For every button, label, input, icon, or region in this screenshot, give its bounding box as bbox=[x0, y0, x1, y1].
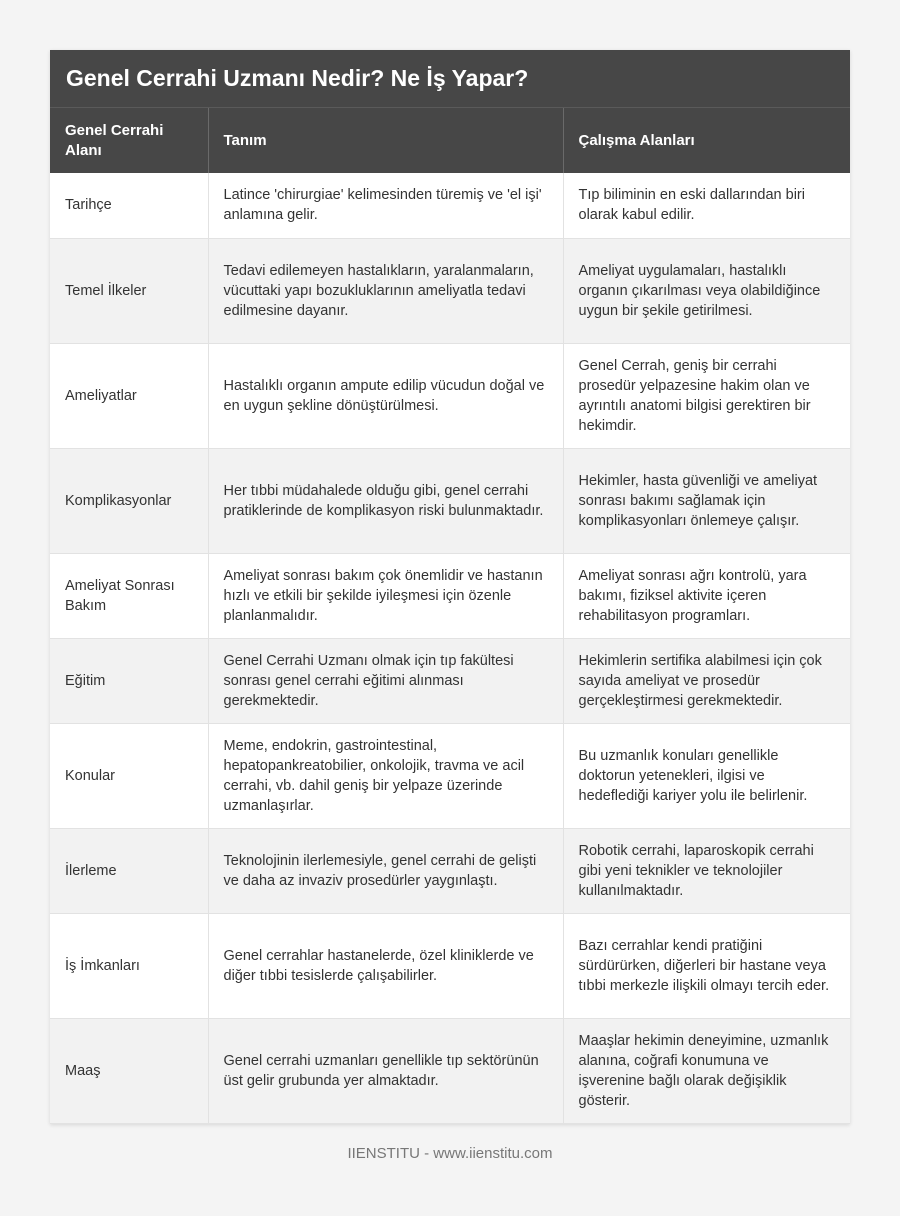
table-row bbox=[50, 238, 850, 343]
table-row bbox=[50, 913, 850, 1018]
header-cell-definition: Tanım bbox=[208, 108, 563, 173]
row-definition-cell: Tedavi edilemeyen hastalıkların, yaralanmaların, vücuttaki yapı bozukluklarının ameliyatla tedavi edilmesine dayanır. bbox=[208, 238, 563, 343]
header-cell-work-areas: Çalışma Alanları bbox=[563, 108, 850, 173]
table-row bbox=[50, 343, 850, 448]
row-area-cell: Temel İlkeler bbox=[50, 238, 208, 343]
row-definition-cell: Her tıbbi müdahalede olduğu gibi, genel cerrahi pratiklerinde de komplikasyon riski bulunmaktadır. bbox=[208, 448, 563, 553]
table-row bbox=[50, 638, 850, 723]
row-definition-cell: Genel cerrahlar hastanelerde, özel kliniklerde ve diğer tıbbi tesislerde çalışabilirler. bbox=[208, 913, 563, 1018]
table-row bbox=[50, 448, 850, 553]
row-area-cell: Maaş bbox=[50, 1018, 208, 1123]
row-work-areas-cell: Robotik cerrahi, laparoskopik cerrahi gibi yeni teknikler ve teknolojiler kullanılmaktadır. bbox=[563, 828, 850, 913]
row-definition-cell: Teknolojinin ilerlemesiyle, genel cerrahi de gelişti ve daha az invaziv prosedürler yaygınlaştı. bbox=[208, 828, 563, 913]
row-definition-cell: Latince 'chirurgiae' kelimesinden türemiş ve 'el işi' anlamına gelir. bbox=[208, 173, 563, 238]
row-area-cell: Tarihçe bbox=[50, 173, 208, 238]
table-row bbox=[50, 1018, 850, 1123]
row-area-cell: Eğitim bbox=[50, 638, 208, 723]
row-area-cell: İş İmkanları bbox=[50, 913, 208, 1018]
header-cell-area: Genel Cerrahi Alanı bbox=[50, 108, 208, 173]
table-header bbox=[50, 108, 850, 173]
footer-credit: IIENSTITU - www.iienstitu.com bbox=[347, 1145, 553, 1162]
table-row bbox=[50, 173, 850, 238]
row-definition-cell: Hastalıklı organın ampute edilip vücudun doğal ve en uygun şekline dönüştürülmesi. bbox=[208, 343, 563, 448]
row-definition-cell: Genel cerrahi uzmanları genellikle tıp sektörünün üst gelir grubunda yer almaktadır. bbox=[208, 1018, 563, 1123]
row-area-cell: Komplikasyonlar bbox=[50, 448, 208, 553]
row-definition-cell: Genel Cerrahi Uzmanı olmak için tıp fakültesi sonrası genel cerrahi eğitimi alınması gerekmektedir. bbox=[208, 638, 563, 723]
row-work-areas-cell: Genel Cerrah, geniş bir cerrahi prosedür yelpazesine hakim olan ve ayrıntılı anatomi bilgisi gerektiren bir hekimdir. bbox=[563, 343, 850, 448]
row-work-areas-cell: Ameliyat uygulamaları, hastalıklı organın çıkarılması veya olabildiğince uygun bir şekile getirilmesi. bbox=[563, 238, 850, 343]
row-area-cell: Ameliyatlar bbox=[50, 343, 208, 448]
row-work-areas-cell: Hekimlerin sertifika alabilmesi için çok sayıda ameliyat ve prosedür gerçekleştirmesi gerekmektedir. bbox=[563, 638, 850, 723]
row-definition-cell: Meme, endokrin, gastrointestinal, hepatopankreatobilier, onkolojik, travma ve acil cerrahi, vb. dahil geniş bir yelpaze üzerinde uzmanlaşırlar. bbox=[208, 723, 563, 828]
row-work-areas-cell: Hekimler, hasta güvenliği ve ameliyat sonrası bakımı sağlamak için komplikasyonları önlemeye çalışır. bbox=[563, 448, 850, 553]
row-work-areas-cell: Tıp biliminin en eski dallarından biri olarak kabul edilir. bbox=[563, 173, 850, 238]
table-body bbox=[50, 173, 850, 1123]
row-definition-cell: Ameliyat sonrası bakım çok önemlidir ve hastanın hızlı ve etkili bir şekilde iyileşmesi için özenle planlanmalıdır. bbox=[208, 553, 563, 638]
info-table bbox=[50, 108, 850, 1124]
table-row bbox=[50, 553, 850, 638]
row-work-areas-cell: Maaşlar hekimin deneyimine, uzmanlık alanına, coğrafi konumuna ve işverenine bağlı olarak değişiklik gösterir. bbox=[563, 1018, 850, 1123]
row-work-areas-cell: Ameliyat sonrası ağrı kontrolü, yara bakımı, fiziksel aktivite içeren rehabilitasyon programları. bbox=[563, 553, 850, 638]
table-row bbox=[50, 723, 850, 828]
row-area-cell: Ameliyat Sonrası Bakım bbox=[50, 553, 208, 638]
table-row bbox=[50, 828, 850, 913]
table-title: Genel Cerrahi Uzmanı Nedir? Ne İş Yapar? bbox=[50, 50, 850, 108]
row-area-cell: İlerleme bbox=[50, 828, 208, 913]
header-row bbox=[50, 108, 850, 173]
row-work-areas-cell: Bazı cerrahlar kendi pratiğini sürdürürken, diğerleri bir hastane veya tıbbi merkezle ilişkili olmayı tercih eder. bbox=[563, 913, 850, 1018]
row-area-cell: Konular bbox=[50, 723, 208, 828]
content-card bbox=[50, 50, 850, 1124]
row-work-areas-cell: Bu uzmanlık konuları genellikle doktorun yetenekleri, ilgisi ve hedeflediği kariyer yolu ile belirlenir. bbox=[563, 723, 850, 828]
